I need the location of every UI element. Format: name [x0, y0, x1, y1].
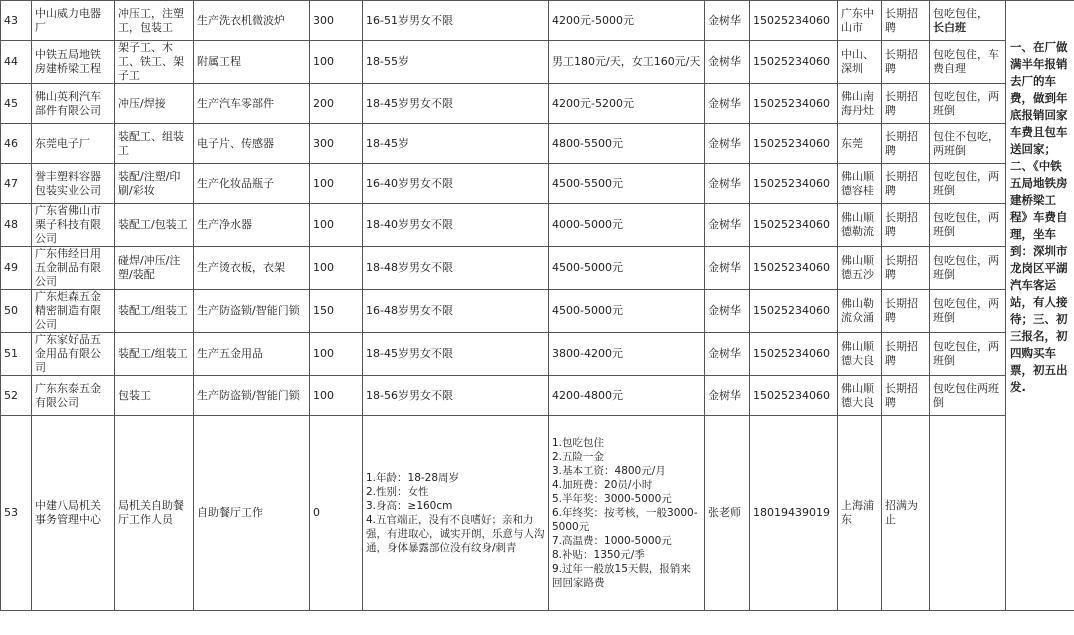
benefit-cell: 包吃包住，两班倒 — [930, 247, 1006, 290]
company-cell: 东莞电子厂 — [32, 124, 115, 164]
position-cell: 碰焊/冲压/注塑/装配 — [115, 247, 194, 290]
count-cell: 100 — [310, 204, 363, 247]
term-cell: 长期招聘 — [882, 41, 930, 84]
company-cell: 誉丰塑料容器包装实业公司 — [32, 164, 115, 204]
product-cell: 生产五金用品 — [194, 333, 310, 376]
requirement-cell: 18-56岁男女不限 — [363, 376, 549, 416]
requirement-item: 2.性别：女性 — [366, 486, 429, 498]
salary-cell: 3800-4200元 — [549, 333, 705, 376]
salary-item: 4.加班费：20员/小时 — [552, 479, 653, 491]
phone-cell: 15025234060 — [750, 290, 838, 333]
term-cell: 长期招聘 — [882, 164, 930, 204]
side-note-text: 一、在厂做满半年报销去厂的车费，做到年底报销回家车费且包车送回家；二、《中铁五局地铁房建桥梁工程》车费自理，坐车到：深圳市龙岗区平湖汽车客运站，有人接待；三、初三报名，初四购买车票，初五出发. — [1010, 40, 1068, 394]
salary-item: 8.补贴：1350元/季 — [552, 549, 645, 561]
phone-cell: 18019439019 — [750, 416, 838, 611]
salary-cell: 4800-5500元 — [549, 124, 705, 164]
location-cell: 佛山顺德大良 — [838, 333, 882, 376]
company-cell: 广东省佛山市栗子科技有限公司 — [32, 204, 115, 247]
position-cell: 装配/注塑/印刷/彩妆 — [115, 164, 194, 204]
table-body — [1, 1, 1074, 611]
position-cell: 装配工/组装工 — [115, 290, 194, 333]
table-row — [1, 84, 1074, 124]
location-cell: 佛山顺德五沙 — [838, 247, 882, 290]
company-cell: 中建八局机关事务管理中心 — [32, 416, 115, 611]
row-number: 52 — [1, 376, 32, 416]
location-cell: 佛山顺德大良 — [838, 376, 882, 416]
phone-cell: 15025234060 — [750, 164, 838, 204]
requirement-cell: 18-45岁 — [363, 124, 549, 164]
term-cell: 长期招聘 — [882, 376, 930, 416]
product-cell: 生产净水器 — [194, 204, 310, 247]
company-cell: 中山威力电器厂 — [32, 1, 115, 41]
benefit-cell: 包吃包住，车费自理 — [930, 41, 1006, 84]
salary-cell: 4500-5000元 — [549, 247, 705, 290]
term-cell: 长期招聘 — [882, 204, 930, 247]
contact-cell: 金树华 — [705, 124, 750, 164]
position-cell: 冲压/焊接 — [115, 84, 194, 124]
product-cell: 生产化妆品瓶子 — [194, 164, 310, 204]
count-cell: 100 — [310, 164, 363, 204]
term-cell: 长期招聘 — [882, 84, 930, 124]
company-cell: 广东炬森五金精密制造有限公司 — [32, 290, 115, 333]
table-row — [1, 164, 1074, 204]
salary-cell: 4200元-5200元 — [549, 84, 705, 124]
requirement-cell: 16-40岁男女不限 — [363, 164, 549, 204]
row-number: 45 — [1, 84, 32, 124]
location-cell: 上海浦东 — [838, 416, 882, 611]
location-cell: 佛山勒流众涌 — [838, 290, 882, 333]
product-cell: 附属工程 — [194, 41, 310, 84]
count-cell: 150 — [310, 290, 363, 333]
company-cell: 广东伟经日用五金制品有限公司 — [32, 247, 115, 290]
contact-cell: 金树华 — [705, 1, 750, 41]
side-note — [1006, 1, 1074, 611]
row-number: 44 — [1, 41, 32, 84]
product-cell: 生产洗衣机微波炉 — [194, 1, 310, 41]
position-cell: 冲压工，注塑工，包装工 — [115, 1, 194, 41]
salary-cell: 男工180元/天，女工160元/天 — [549, 41, 705, 84]
phone-cell: 15025234060 — [750, 1, 838, 41]
location-cell: 东莞 — [838, 124, 882, 164]
salary-item: 3.基本工资：4800元/月 — [552, 465, 666, 477]
table-row — [1, 333, 1074, 376]
table-row — [1, 290, 1074, 333]
count-cell: 100 — [310, 247, 363, 290]
salary-item: 5.半年奖：3000-5000元 — [552, 493, 672, 505]
term-cell: 长期招聘 — [882, 290, 930, 333]
row-number: 53 — [1, 416, 32, 611]
contact-cell: 金树华 — [705, 333, 750, 376]
location-cell: 中山、深圳 — [838, 41, 882, 84]
phone-cell: 15025234060 — [750, 84, 838, 124]
location-cell: 广东中山市 — [838, 1, 882, 41]
count-cell: 300 — [310, 1, 363, 41]
table-row — [1, 204, 1074, 247]
term-cell: 长期招聘 — [882, 1, 930, 41]
table-row — [1, 416, 1074, 611]
count-cell: 100 — [310, 376, 363, 416]
phone-cell: 15025234060 — [750, 204, 838, 247]
requirement-cell: 16-51岁男女不限 — [363, 1, 549, 41]
salary-item: 7.高温费：1000-5000元 — [552, 535, 672, 547]
row-number: 48 — [1, 204, 32, 247]
term-cell: 招满为止 — [882, 416, 930, 611]
salary-cell: 4500-5000元 — [549, 290, 705, 333]
table-row — [1, 124, 1074, 164]
company-cell: 中铁五局地铁房建桥梁工程 — [32, 41, 115, 84]
requirement-cell: 18-48岁男女不限 — [363, 247, 549, 290]
row-number: 51 — [1, 333, 32, 376]
requirement-cell: 18-45岁男女不限 — [363, 333, 549, 376]
table-row — [1, 1, 1074, 41]
company-cell: 佛山英利汽车部件有限公司 — [32, 84, 115, 124]
company-cell: 广东东泰五金有限公司 — [32, 376, 115, 416]
salary-cell: 4000-5000元 — [549, 204, 705, 247]
product-cell: 自助餐厅工作 — [194, 416, 310, 611]
contact-cell: 金树华 — [705, 41, 750, 84]
contact-cell: 金树华 — [705, 247, 750, 290]
benefit-cell: 包吃包住，两班倒 — [930, 290, 1006, 333]
row-number: 49 — [1, 247, 32, 290]
term-cell: 长期招聘 — [882, 124, 930, 164]
row-number: 47 — [1, 164, 32, 204]
position-cell: 包装工 — [115, 376, 194, 416]
location-cell: 佛山南海丹灶 — [838, 84, 882, 124]
salary-cell: 4200-4800元 — [549, 376, 705, 416]
benefit-cell — [930, 1, 1006, 41]
requirement-list — [363, 416, 549, 611]
benefit-cell — [930, 416, 1006, 611]
position-cell: 装配工/组装工 — [115, 333, 194, 376]
requirement-item: 1.年龄：18-28周岁 — [366, 472, 460, 484]
benefit-cell: 包吃包住，两班倒 — [930, 333, 1006, 376]
phone-cell: 15025234060 — [750, 247, 838, 290]
requirement-cell: 16-48岁男女不限 — [363, 290, 549, 333]
salary-item: 6.年终奖：按考核，一般3000-5000元 — [552, 507, 698, 533]
position-cell: 装配工/包装工 — [115, 204, 194, 247]
benefit-cell: 包吃包住，两班倒 — [930, 84, 1006, 124]
requirement-item: 3.身高：≥160cm — [366, 500, 453, 512]
contact-cell: 金树华 — [705, 84, 750, 124]
contact-cell: 金树华 — [705, 290, 750, 333]
requirement-cell: 18-45岁男女不限 — [363, 84, 549, 124]
salary-cell: 4500-5500元 — [549, 164, 705, 204]
term-cell: 长期招聘 — [882, 333, 930, 376]
requirement-cell: 18-55岁 — [363, 41, 549, 84]
product-cell: 生产烫衣板，衣架 — [194, 247, 310, 290]
product-cell: 生产汽车零部件 — [194, 84, 310, 124]
row-number: 46 — [1, 124, 32, 164]
location-cell: 佛山顺德勒流 — [838, 204, 882, 247]
product-cell: 生产防盗锁/智能门锁 — [194, 376, 310, 416]
salary-item: 2.五险一金 — [552, 451, 605, 463]
row-number: 50 — [1, 290, 32, 333]
phone-cell: 15025234060 — [750, 333, 838, 376]
benefit-cell: 包吃包住，两班倒 — [930, 164, 1006, 204]
benefit-bold-text: 长白班 — [933, 20, 966, 34]
benefit-cell: 包吃包住两班倒 — [930, 376, 1006, 416]
contact-cell: 金树华 — [705, 376, 750, 416]
phone-cell: 15025234060 — [750, 41, 838, 84]
count-cell: 100 — [310, 333, 363, 376]
position-cell: 架子工、木工、铁工、架子工 — [115, 41, 194, 84]
phone-cell: 15025234060 — [750, 124, 838, 164]
table-row — [1, 376, 1074, 416]
contact-cell: 张老师 — [705, 416, 750, 611]
position-cell: 装配工、组装工 — [115, 124, 194, 164]
count-cell: 300 — [310, 124, 363, 164]
count-cell: 100 — [310, 41, 363, 84]
requirement-item: 4.五官端正，没有不良嗜好；亲和力强，有进取心，诚实开朗，乐意与人沟通，身体暴露部位没有纹身/刺青 — [366, 514, 545, 554]
requirement-cell: 18-40岁男女不限 — [363, 204, 549, 247]
contact-cell: 金树华 — [705, 164, 750, 204]
table-row — [1, 41, 1074, 84]
contact-cell: 金树华 — [705, 204, 750, 247]
benefit-cell: 包吃包住，两班倒 — [930, 204, 1006, 247]
phone-cell: 15025234060 — [750, 376, 838, 416]
salary-cell: 4200元-5000元 — [549, 1, 705, 41]
product-cell: 电子片、传感器 — [194, 124, 310, 164]
term-cell: 长期招聘 — [882, 247, 930, 290]
position-cell: 局机关自助餐厅工作人员 — [115, 416, 194, 611]
salary-list — [549, 416, 705, 611]
company-cell: 广东家好品五金用品有限公司 — [32, 333, 115, 376]
salary-item: 9.过年一般放15天假，报销来回回家路费 — [552, 563, 691, 589]
location-cell: 佛山顺德容桂 — [838, 164, 882, 204]
salary-item: 1.包吃包住 — [552, 437, 605, 449]
row-number: 43 — [1, 1, 32, 41]
count-cell: 200 — [310, 84, 363, 124]
table-row — [1, 247, 1074, 290]
product-cell: 生产防盗锁/智能门锁 — [194, 290, 310, 333]
benefit-text: 包吃包住， — [933, 6, 988, 20]
benefit-cell: 包住不包吃，两班倒 — [930, 124, 1006, 164]
count-cell: 0 — [310, 416, 363, 611]
